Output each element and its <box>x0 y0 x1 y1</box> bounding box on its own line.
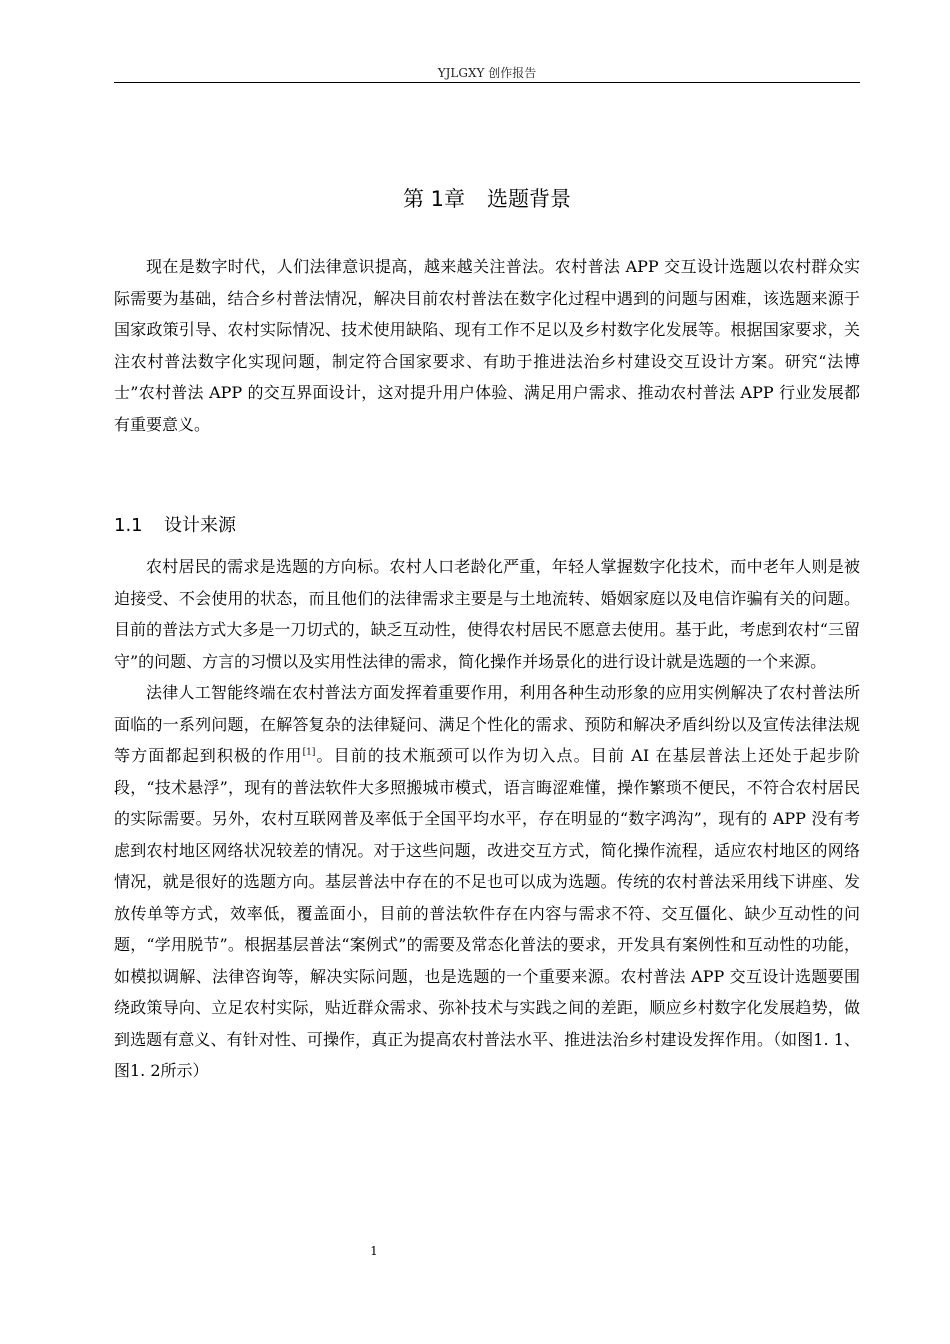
section-paragraph-1: 农村居民的需求是选题的方向标。农村人口老龄化严重，年轻人掌握数字化技术，而中老年人则是被迫接受、不会使用的状态，而且他们的法律需求主要是与土地流转、婚姻家庭以及电信诈骗有关的问题。目前的普法方式大多是一刀切式的，缺乏互动性，使得农村居民不愿意去使用。基于此，考虑到农村“三留守”的问题、方言的习惯以及实用性法律的需求，简化操作并场景化的进行设计就是选题的一个来源。 <box>114 557 860 671</box>
paragraph-2-text-a: 法律人工智能终端在农村普法方面发挥着重要作用，利用各种生动形象的应用实例解决了农村普法所面临的一系列问题，在解答复杂的法律疑问、满足个性化的需求、预防和解决矛盾纠纷以及宣传法律法规等方面都起到积极的作用 <box>114 683 860 765</box>
citation-marker: [1] <box>302 747 316 758</box>
page-number: 1 <box>370 1244 378 1258</box>
page-header: YJLGXY 创作报告 <box>437 66 537 80</box>
section-body <box>114 551 860 1087</box>
chapter-number: 第 1章 <box>402 187 466 211</box>
chapter-title <box>114 183 860 215</box>
intro-block <box>114 251 860 440</box>
header-rule <box>114 82 860 83</box>
section-paragraph-2 <box>114 677 860 1087</box>
section-heading <box>114 511 860 541</box>
intro-paragraph: 现在是数字时代，人们法律意识提高，越来越关注普法。农村普法 APP 交互设计选题以农村群众实际需要为基础，结合乡村普法情况，解决目前农村普法在数字化过程中遇到的问题与困难，该选题来源于国家政策引导、农村实际情况、技术使用缺陷、现有工作不足以及乡村数字化发展等。根据国家要求，关注农村普法数字化实现问题，制定符合国家要求、有助于推进法治乡村建设交互设计方案。研究“法博士”农村普法 APP 的交互界面设计，这对提升用户体验、满足用户需求、推动农村普法 APP 行业发展都有重要意义。 <box>114 257 860 434</box>
section-title: 设计来源 <box>164 515 236 536</box>
chapter-name: 选题背景 <box>487 187 572 211</box>
section-number: 1.1 <box>114 515 143 536</box>
paragraph-2-text-b: 。目前的技术瓶颈可以作为切入点。目前 AI 在基层普法上还处于起步阶段，“技术悬浮”，现有的普法软件大多照搬城市模式，语言晦涩难懂，操作繁琐不便民，不符合农村居民的实际需要。另外，农村互联网普及率低于全国平均水平，存在明显的“数字鸿沟”，现有的 APP 没有考虑到农村地区网络状况较差的情况。对于这些问题，改进交互方式，简化操作流程，适应农村地区的网络情况，就是很好的选题方向。基层普法中存在的不足也可以成为选题。传统的农村普法采用线下讲座、发放传单等方式，效率低，覆盖面小，目前的普法软件存在内容与需求不符、交互僵化、缺少互动性的问题，“学用脱节”。根据基层普法“案例式”的需要及常态化普法的要求，开发具有案例性和互动性的功能，如模拟调解、法律咨询等，解决实际问题，也是选题的一个重要来源。农村普法 APP 交互设计选题要围绕政策导向、立足农村实际，贴近群众需求、弥补技术与实践之间的差距，顺应乡村数字化发展趋势，做到选题有意义、有针对性、可操作，真正为提高农村普法水平、推进法治乡村建设发挥作用。（如图1. 1、图1. 2所示） <box>114 746 860 1080</box>
